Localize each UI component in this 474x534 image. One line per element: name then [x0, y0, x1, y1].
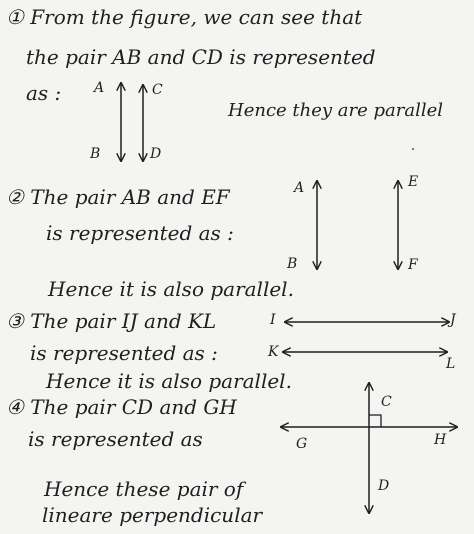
item4-line2: is represented as — [28, 427, 203, 451]
item4-line4: lineare perpendicular — [42, 503, 263, 527]
label-b-1: B — [90, 146, 101, 162]
label-b-2: B — [287, 256, 298, 272]
label-f-2: F — [408, 257, 418, 273]
item3-line2: is represented as : — [30, 341, 218, 365]
stray-dot — [412, 148, 414, 150]
label-h-4: H — [434, 432, 447, 448]
label-j-3: J — [450, 312, 456, 328]
item2-conclusion: Hence it is also parallel. — [48, 277, 294, 301]
item3-conclusion: Hence it is also parallel. — [46, 369, 292, 393]
label-g-4: G — [296, 436, 308, 452]
label-d-4: D — [378, 478, 390, 494]
label-c-1: C — [152, 82, 163, 98]
label-c-4: C — [381, 394, 392, 410]
label-a-2: A — [294, 180, 305, 196]
label-e-2: E — [408, 174, 419, 190]
item4-line3: Hence these pair of — [44, 477, 244, 501]
label-a-1: A — [94, 80, 105, 96]
item1-line1: ① From the figure, we can see that — [6, 5, 363, 29]
item1-line2: the pair AB and CD is represented — [26, 45, 376, 69]
item1-conclusion: Hence they are parallel — [228, 100, 443, 121]
right-angle-mark — [369, 415, 381, 427]
item1-line3: as : — [26, 81, 62, 105]
item2-line2: is represented as : — [46, 221, 234, 245]
item3-line1: ③ The pair IJ and KL — [6, 309, 217, 333]
item4-line1: ④ The pair CD and GH — [6, 395, 237, 419]
label-l-3: L — [446, 356, 456, 372]
label-i-3: I — [270, 312, 276, 328]
label-k-3: K — [268, 344, 279, 360]
item2-line1: ② The pair AB and EF — [6, 185, 230, 209]
label-d-1: D — [150, 146, 162, 162]
